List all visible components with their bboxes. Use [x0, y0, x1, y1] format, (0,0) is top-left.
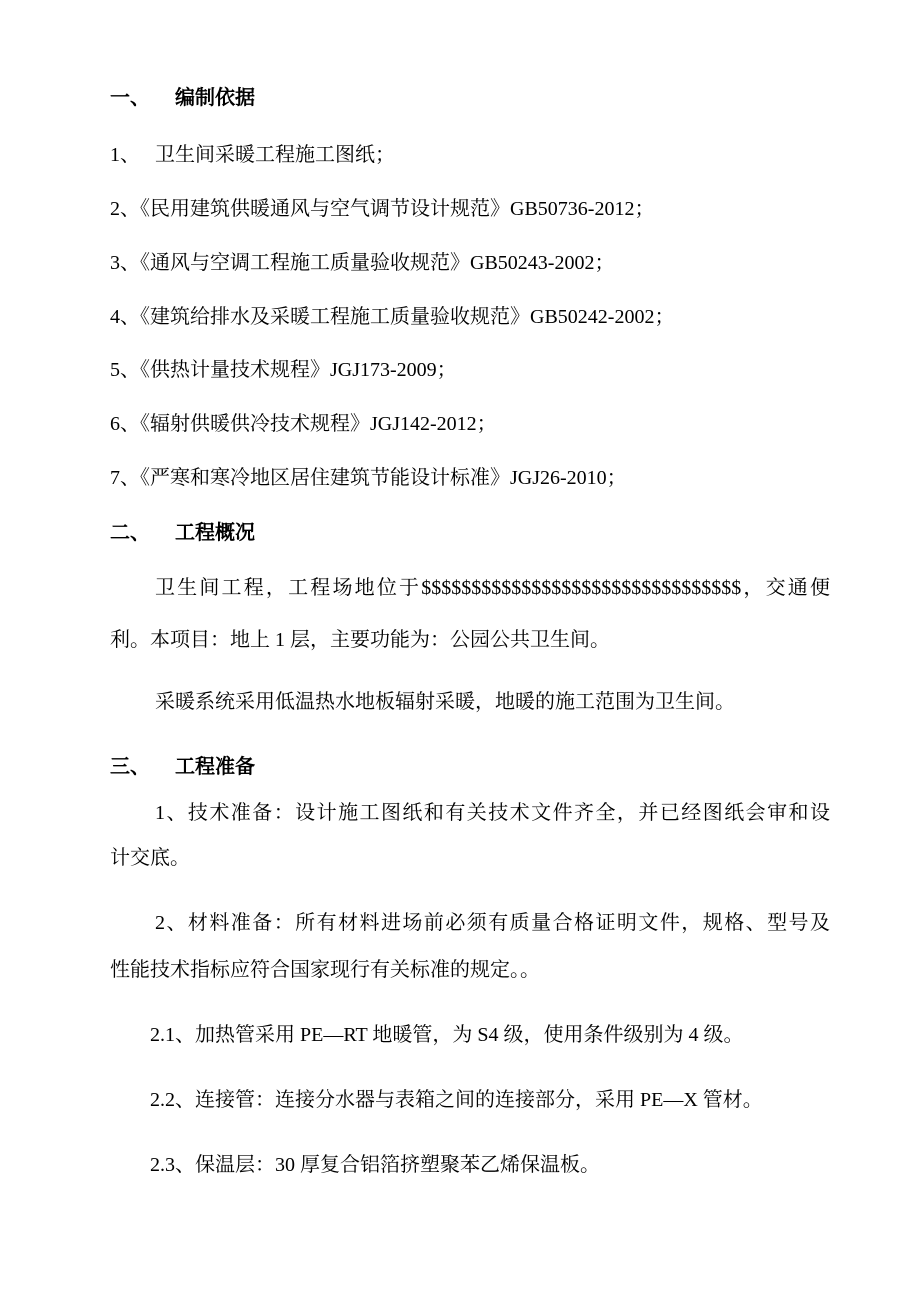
list-item-text: 《辐射供暖供冷技术规程》JGJ142-2012； — [140, 413, 497, 435]
list-item — [110, 302, 674, 332]
list-item-number: 1、 — [110, 144, 140, 166]
list-item-text: 《建筑给排水及采暖工程施工质量验收规范》GB50242-2002； — [140, 306, 675, 328]
list-item — [110, 140, 395, 170]
section-number: 二、 — [110, 522, 150, 544]
section-title: 工程概况 — [175, 522, 255, 544]
list-item-text: 《供热计量技术规程》JGJ173-2009； — [140, 359, 457, 381]
sub-item-connecting-pipe: 2.2、连接管：连接分水器与表箱之间的连接部分，采用 PE—X 管材。 — [150, 1089, 763, 1111]
technical-preparation-line: 计交底。 — [110, 847, 190, 869]
section-number: 一、 — [110, 87, 150, 109]
section-title: 编制依据 — [175, 87, 255, 109]
list-item — [110, 463, 627, 493]
section-number: 三、 — [110, 756, 150, 778]
list-item — [110, 248, 614, 278]
list-item-text: 卫生间采暖工程施工图纸； — [155, 144, 395, 166]
material-preparation-line: 2、材料准备：所有材料进场前必须有质量合格证明文件，规格、型号及 — [155, 912, 830, 934]
list-item-number: 3、 — [110, 252, 140, 274]
overview-paragraph-line: 利。本项目：地上 1 层，主要功能为：公园公共卫生间。 — [110, 629, 610, 651]
list-item-number: 5、 — [110, 359, 140, 381]
technical-preparation-line: 1、技术准备：设计施工图纸和有关技术文件齐全，并已经图纸会审和设 — [155, 802, 830, 824]
sub-item-insulation-layer: 2.3、保温层：30 厚复合铝箔挤塑聚苯乙烯保温板。 — [150, 1154, 600, 1176]
list-item-text: 《通风与空调工程施工质量验收规范》GB50243-2002； — [140, 252, 615, 274]
list-item-number: 4、 — [110, 306, 140, 328]
list-item — [110, 409, 497, 439]
heating-system-paragraph: 采暖系统采用低温热水地板辐射采暖，地暖的施工范围为卫生间。 — [155, 691, 735, 713]
list-item-number: 7、 — [110, 467, 140, 489]
sub-item-heating-pipe: 2.1、加热管采用 PE—RT 地暖管，为 S4 级，使用条件级别为 4 级。 — [150, 1024, 744, 1046]
list-item-text: 《严寒和寒冷地区居住建筑节能设计标准》JGJ26-2010； — [140, 467, 627, 489]
list-item-number: 2、 — [110, 198, 140, 220]
section-heading-overview — [110, 518, 310, 548]
section-heading-basis — [110, 83, 310, 113]
list-item-text: 《民用建筑供暖通风与空气调节设计规范》GB50736-2012； — [140, 198, 655, 220]
list-item — [110, 355, 457, 385]
material-preparation-line: 性能技术指标应符合国家现行有关标准的规定。。 — [110, 959, 540, 981]
list-item-number: 6、 — [110, 413, 140, 435]
list-item — [110, 194, 654, 224]
section-title: 工程准备 — [175, 756, 255, 778]
overview-paragraph-line: 卫生间工程，工程场地位于$$$$$$$$$$$$$$$$$$$$$$$$$$$$$$$$，交通便 — [155, 577, 830, 599]
section-heading-preparation — [110, 752, 310, 782]
